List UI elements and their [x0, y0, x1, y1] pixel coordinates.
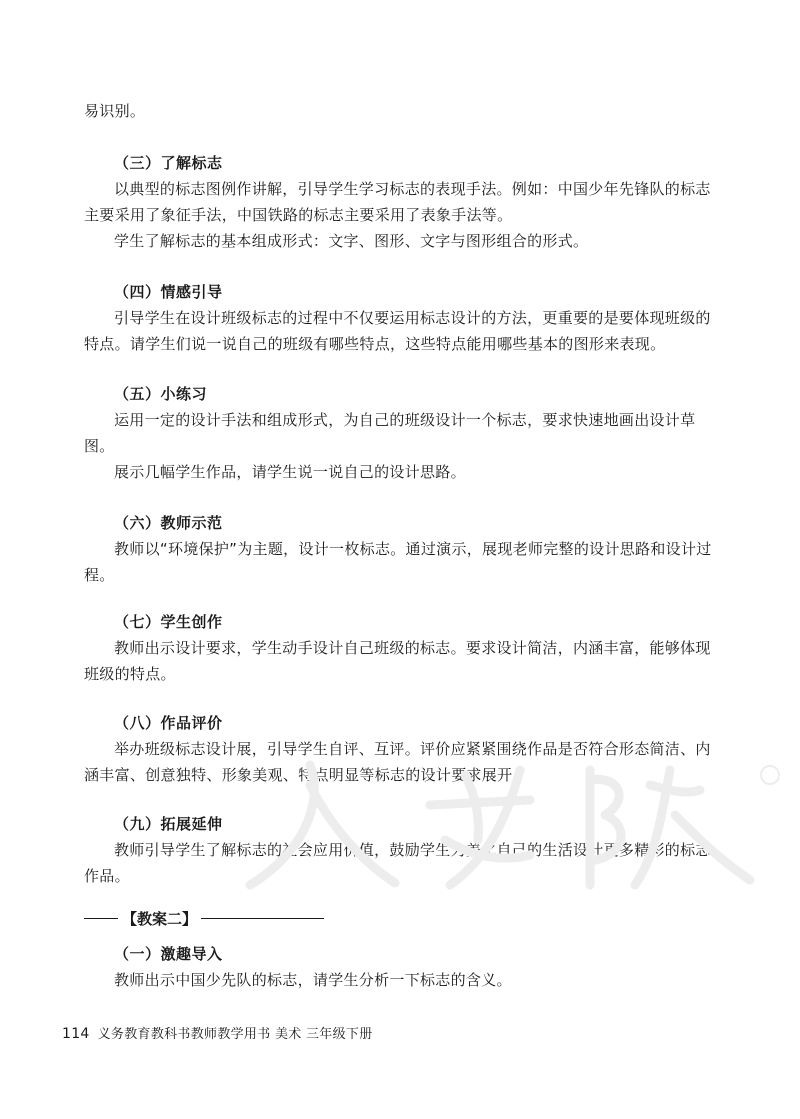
intro-fragment-block	[84, 98, 720, 124]
plan-two-label: 【教案二】	[122, 909, 198, 928]
section-8	[84, 710, 720, 788]
divider-line-left	[84, 918, 118, 919]
section-paragraph: 引导学生在设计班级标志的过程中不仅要运用标志设计的方法，更重要的是要体现班级的特点。请学生们说一说自己的班级有哪些特点，这些特点能用哪些基本的图形来表现。	[84, 309, 711, 353]
section-4	[84, 279, 720, 357]
section-heading: （九）拓展延伸	[114, 815, 223, 833]
page-footer	[62, 1023, 373, 1042]
section-paragraph: 教师出示设计要求，学生动手设计自己班级的标志。要求设计简洁，内涵丰富，能够体现班级的特点。	[84, 639, 711, 683]
section-heading: （三）了解标志	[114, 154, 223, 172]
page-number: 114	[62, 1026, 90, 1042]
section-heading: （四）情感引导	[114, 283, 223, 301]
section-paragraph: 举办班级标志设计展，引导学生自评、互评。评价应紧紧围绕作品是否符合形态简洁、内涵丰富、创意独特、形象美观、特点明显等标志的设计要求展开。	[84, 740, 711, 784]
plan-two-divider	[84, 905, 324, 931]
section-heading: （八）作品评价	[114, 714, 223, 732]
section-5	[84, 381, 720, 485]
section-paragraph: 教师引导学生了解标志的社会应用价值，鼓励学生为美化自己的生活设计更多精彩的标志作品。	[84, 841, 711, 885]
book-title: 义务教育教科书教师教学用书 美术 三年级下册	[97, 1027, 373, 1042]
section-paragraph: 教师出示中国少先队的标志，请学生分析一下标志的含义。	[114, 971, 512, 989]
section-heading: （六）教师示范	[114, 514, 223, 532]
divider-line-right	[201, 918, 324, 919]
section-paragraph: 教师以“环境保护”为主题，设计一枚标志。通过演示，展现老师完整的设计思路和设计过程。	[84, 540, 712, 584]
section-heading: （一）激趣导入	[114, 945, 223, 963]
plan-two-section	[84, 941, 720, 993]
section-heading: （七）学生创作	[114, 613, 223, 631]
section-paragraph: 学生了解标志的基本组成形式：文字、图形、文字与图形组合的形式。	[114, 232, 589, 250]
intro-fragment: 易识别。	[84, 102, 146, 120]
section-7	[84, 609, 720, 687]
section-heading: （五）小练习	[114, 385, 208, 403]
section-paragraph: 运用一定的设计手法和组成形式，为自己的班级设计一个标志，要求快速地画出设计草图。	[84, 411, 696, 455]
section-paragraph: 展示几幅学生作品，请学生说一说自己的设计思路。	[114, 463, 466, 481]
section-3	[84, 150, 720, 254]
section-6	[84, 510, 720, 588]
section-paragraph: 以典型的标志图例作讲解，引导学生学习标志的表现手法。例如：中国少年先锋队的标志主要采用了象征手法，中国铁路的标志主要采用了表象手法等。	[84, 180, 711, 224]
section-9	[84, 811, 720, 889]
